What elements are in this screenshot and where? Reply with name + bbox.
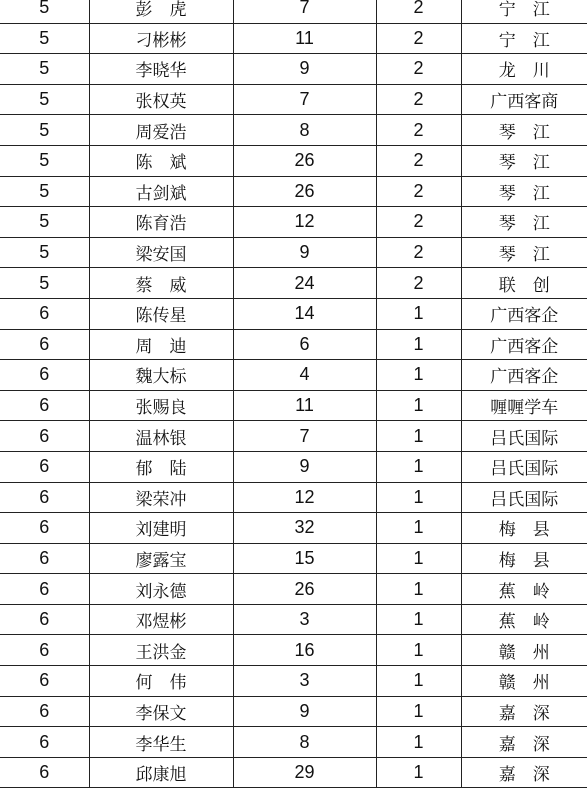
cell-level: 1 (376, 482, 461, 513)
table-row (0, 84, 587, 115)
cell-level: 2 (376, 0, 461, 23)
cell-unit: 联 创 (461, 268, 587, 299)
cell-unit: 吕氏国际 (461, 482, 587, 513)
table-row (0, 298, 587, 329)
table-row (0, 0, 587, 23)
cell-count: 11 (233, 23, 376, 54)
cell-level: 2 (376, 207, 461, 238)
cell-unit: 梅 县 (461, 513, 587, 544)
cell-name: 彭 虎 (89, 0, 233, 23)
table-row (0, 604, 587, 635)
cell-group: 6 (0, 727, 89, 758)
cell-name: 古剑斌 (89, 176, 233, 207)
cell-count: 3 (233, 666, 376, 697)
cell-name: 梁荣冲 (89, 482, 233, 513)
cell-level: 1 (376, 360, 461, 391)
table-row (0, 207, 587, 238)
table-row (0, 268, 587, 299)
cell-level: 2 (376, 176, 461, 207)
cell-level: 1 (376, 390, 461, 421)
cell-level: 1 (376, 421, 461, 452)
cell-count: 9 (233, 451, 376, 482)
cell-name: 廖露宝 (89, 543, 233, 574)
table-row (0, 115, 587, 146)
cell-group: 5 (0, 0, 89, 23)
cell-level: 2 (376, 54, 461, 85)
cell-name: 李晓华 (89, 54, 233, 85)
cell-name: 魏大标 (89, 360, 233, 391)
cell-count: 15 (233, 543, 376, 574)
cell-count: 26 (233, 176, 376, 207)
cell-unit: 琴 江 (461, 176, 587, 207)
cell-name: 邱康旭 (89, 757, 233, 788)
cell-name: 刘永德 (89, 574, 233, 605)
table-row (0, 360, 587, 391)
table-row (0, 757, 587, 788)
cell-group: 5 (0, 23, 89, 54)
cell-level: 1 (376, 543, 461, 574)
cell-count: 7 (233, 0, 376, 23)
cell-level: 1 (376, 727, 461, 758)
cell-level: 2 (376, 115, 461, 146)
cell-unit: 琴 江 (461, 115, 587, 146)
cell-unit: 蕉 岭 (461, 604, 587, 635)
cell-group: 6 (0, 298, 89, 329)
cell-group: 5 (0, 176, 89, 207)
cell-unit: 琴 江 (461, 237, 587, 268)
cell-unit: 赣 州 (461, 635, 587, 666)
cell-name: 刁彬彬 (89, 23, 233, 54)
cell-unit: 宁 江 (461, 0, 587, 23)
cell-group: 6 (0, 513, 89, 544)
table-row (0, 237, 587, 268)
table-row (0, 574, 587, 605)
cell-level: 1 (376, 451, 461, 482)
cell-group: 5 (0, 54, 89, 85)
table-row (0, 635, 587, 666)
cell-level: 1 (376, 696, 461, 727)
cell-group: 5 (0, 145, 89, 176)
cell-level: 1 (376, 666, 461, 697)
cell-unit: 广西客企 (461, 329, 587, 360)
cell-count: 26 (233, 145, 376, 176)
cell-group: 6 (0, 390, 89, 421)
cell-name: 周爱浩 (89, 115, 233, 146)
cell-unit: 广西客企 (461, 360, 587, 391)
cell-count: 3 (233, 604, 376, 635)
cell-level: 1 (376, 513, 461, 544)
table-row (0, 421, 587, 452)
cell-unit: 嘉 深 (461, 757, 587, 788)
cell-count: 12 (233, 482, 376, 513)
cell-name: 李华生 (89, 727, 233, 758)
cell-level: 2 (376, 84, 461, 115)
table-row (0, 176, 587, 207)
cell-count: 9 (233, 54, 376, 85)
cell-name: 何 伟 (89, 666, 233, 697)
cell-unit: 琴 江 (461, 207, 587, 238)
cell-count: 8 (233, 727, 376, 758)
cell-name: 王洪金 (89, 635, 233, 666)
cell-group: 6 (0, 666, 89, 697)
table-row (0, 543, 587, 574)
cell-group: 6 (0, 421, 89, 452)
table-row (0, 451, 587, 482)
cell-name: 陈 斌 (89, 145, 233, 176)
cell-count: 6 (233, 329, 376, 360)
table-row (0, 145, 587, 176)
cell-level: 1 (376, 574, 461, 605)
cell-unit: 宁 江 (461, 23, 587, 54)
cell-unit: 蕉 岭 (461, 574, 587, 605)
cell-count: 7 (233, 421, 376, 452)
cell-group: 6 (0, 757, 89, 788)
cell-name: 张赐良 (89, 390, 233, 421)
cell-level: 1 (376, 757, 461, 788)
table-row (0, 727, 587, 758)
cell-group: 6 (0, 360, 89, 391)
cell-unit: 嘉 深 (461, 696, 587, 727)
cell-name: 郁 陆 (89, 451, 233, 482)
cell-group: 5 (0, 237, 89, 268)
cell-unit: 梅 县 (461, 543, 587, 574)
cell-count: 32 (233, 513, 376, 544)
cell-level: 1 (376, 298, 461, 329)
cell-name: 梁安国 (89, 237, 233, 268)
cell-level: 1 (376, 604, 461, 635)
cell-unit: 吕氏国际 (461, 451, 587, 482)
cell-unit: 赣 州 (461, 666, 587, 697)
table-row (0, 329, 587, 360)
table-row (0, 390, 587, 421)
cell-group: 5 (0, 115, 89, 146)
cell-unit: 嘉 深 (461, 727, 587, 758)
cell-group: 6 (0, 543, 89, 574)
cell-level: 2 (376, 237, 461, 268)
cell-count: 7 (233, 84, 376, 115)
cell-count: 4 (233, 360, 376, 391)
table-row (0, 482, 587, 513)
table-row (0, 666, 587, 697)
cell-count: 16 (233, 635, 376, 666)
cell-name: 陈育浩 (89, 207, 233, 238)
cell-count: 29 (233, 757, 376, 788)
table-row (0, 696, 587, 727)
cell-name: 张权英 (89, 84, 233, 115)
cell-group: 5 (0, 84, 89, 115)
cell-group: 6 (0, 574, 89, 605)
cell-name: 李保文 (89, 696, 233, 727)
cell-level: 1 (376, 635, 461, 666)
cell-group: 6 (0, 329, 89, 360)
cell-name: 蔡 威 (89, 268, 233, 299)
cell-group: 6 (0, 482, 89, 513)
cell-level: 1 (376, 329, 461, 360)
table-row (0, 513, 587, 544)
cell-unit: 龙 川 (461, 54, 587, 85)
cell-group: 5 (0, 268, 89, 299)
cell-name: 周 迪 (89, 329, 233, 360)
cell-name: 邓煜彬 (89, 604, 233, 635)
cell-count: 9 (233, 696, 376, 727)
cell-count: 26 (233, 574, 376, 605)
cell-group: 6 (0, 604, 89, 635)
cell-count: 24 (233, 268, 376, 299)
cell-level: 2 (376, 268, 461, 299)
cell-unit: 琴 江 (461, 145, 587, 176)
cell-count: 12 (233, 207, 376, 238)
cell-name: 刘建明 (89, 513, 233, 544)
table-row (0, 23, 587, 54)
cell-unit: 广西客商 (461, 84, 587, 115)
cell-group: 5 (0, 207, 89, 238)
cell-count: 9 (233, 237, 376, 268)
cell-name: 陈传星 (89, 298, 233, 329)
cell-group: 6 (0, 696, 89, 727)
cell-name: 温林银 (89, 421, 233, 452)
cell-count: 11 (233, 390, 376, 421)
cell-group: 6 (0, 451, 89, 482)
cell-unit: 吕氏国际 (461, 421, 587, 452)
cell-level: 2 (376, 23, 461, 54)
cell-count: 8 (233, 115, 376, 146)
table-row (0, 54, 587, 85)
cell-group: 6 (0, 635, 89, 666)
cell-unit: 喱喱学车 (461, 390, 587, 421)
cell-count: 14 (233, 298, 376, 329)
cell-level: 2 (376, 145, 461, 176)
cell-unit: 广西客企 (461, 298, 587, 329)
